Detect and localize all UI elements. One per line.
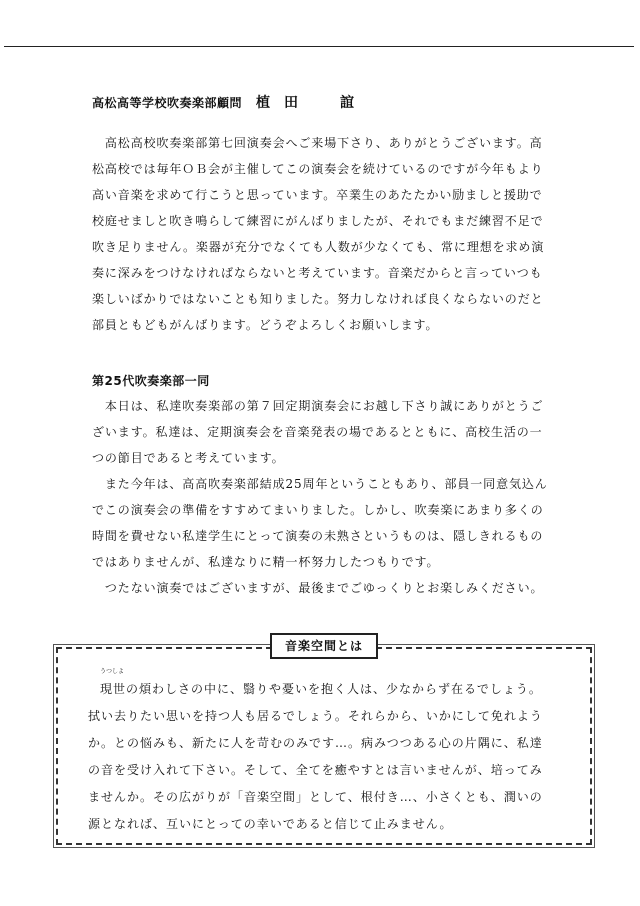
ruby-reading: うつしよ — [100, 668, 125, 675]
music-space-line: か。との悩みも、新たに人を苛むのみです…。病みつつある心の片隅に、私達 — [88, 736, 543, 750]
club-line: ではありませんが、私達なりに精一杯努力したつもりです。 — [92, 555, 440, 569]
advisor-name: 植田 誼 — [256, 95, 369, 111]
top-rule — [4, 46, 634, 47]
advisor-line: 松高校では毎年ＯＢ会が主催してこの演奏会を続けているのですが今年もより — [92, 162, 544, 176]
ruby-word — [100, 668, 127, 703]
advisor-title: 高松高等学校吹奏楽部顧問 — [92, 96, 243, 110]
advisor-line: 吹き足りません。楽器が充分でなくても人数が少なくても、常に理想を求め演 — [92, 240, 545, 254]
music-space-title: 音楽空間とは — [270, 633, 378, 659]
club-heading: 第25代吹奏楽部一同 — [92, 374, 210, 388]
club-line: また今年は、高高吹奏楽部結成25周年ということもあり、部員一同意気込ん — [92, 477, 548, 491]
music-space-line-rest: の煩わしさの中に、翳りや憂いを抱く人は、少なからず在るでしょう。 — [126, 682, 542, 696]
music-space-line: 源となれば、互いにとっての幸いであると信じて止みません。 — [88, 817, 453, 831]
music-space-text — [88, 668, 558, 838]
advisor-line: 部員ともどもがんばります。どうぞよろしくお願いします。 — [92, 318, 439, 332]
club-line: 時間を費せない私達学生にとって演奏の未熟さというものは、隠しきれるもの — [92, 529, 544, 543]
advisor-heading — [92, 92, 562, 112]
music-space-line: 拭い去りたい思いを持つ人も居るでしょう。それらから、いかにして免れよう — [88, 709, 543, 723]
advisor-line: 校庭せましと吹き鳴らして練習にがんばりましたが、それでもまだ練習不足で — [92, 214, 544, 228]
club-message — [92, 372, 562, 601]
music-space-line: の音を受け入れて下さい。そして、全てを癒やすとは言いませんが、培ってみ — [88, 763, 543, 777]
club-line: つたない演奏ではございますが、最後までごゆっくりとお楽しみください。 — [92, 581, 544, 595]
music-space-line — [88, 668, 558, 703]
advisor-message — [92, 92, 562, 338]
advisor-line: 楽しいばかりではないことも知りました。努力しなければ良くならないのだと — [92, 292, 544, 306]
club-line: 本日は、私達吹奏楽部の第７回定期演奏会にお越し下さり誠にありがとうご — [92, 399, 544, 413]
advisor-line: 高い音楽を求めて行こうと思っています。卒業生のあたたかい励ましと援助で — [92, 188, 543, 202]
music-space-line: ませんか。その広がりが「音楽空間」として、根付き…、小さくとも、潤いの — [88, 790, 543, 804]
ruby-base: 現世 — [100, 682, 127, 696]
club-line: でこの演奏会の準備をすすめてまいりました。しかし、吹奏楽にあまり多くの — [92, 503, 544, 517]
club-line: ざいます。私達は、定期演奏会を音楽発表の場であるとともに、高校生活の一 — [92, 425, 543, 439]
advisor-line: 奏に深みをつけなければならないと考えています。音楽だからと言っていつも — [92, 266, 543, 280]
club-line: つの節目であると考えています。 — [92, 451, 285, 465]
advisor-line: 高松高校吹奏楽部第七回演奏会へご来場下さり、ありがとうございます。高 — [92, 136, 543, 150]
